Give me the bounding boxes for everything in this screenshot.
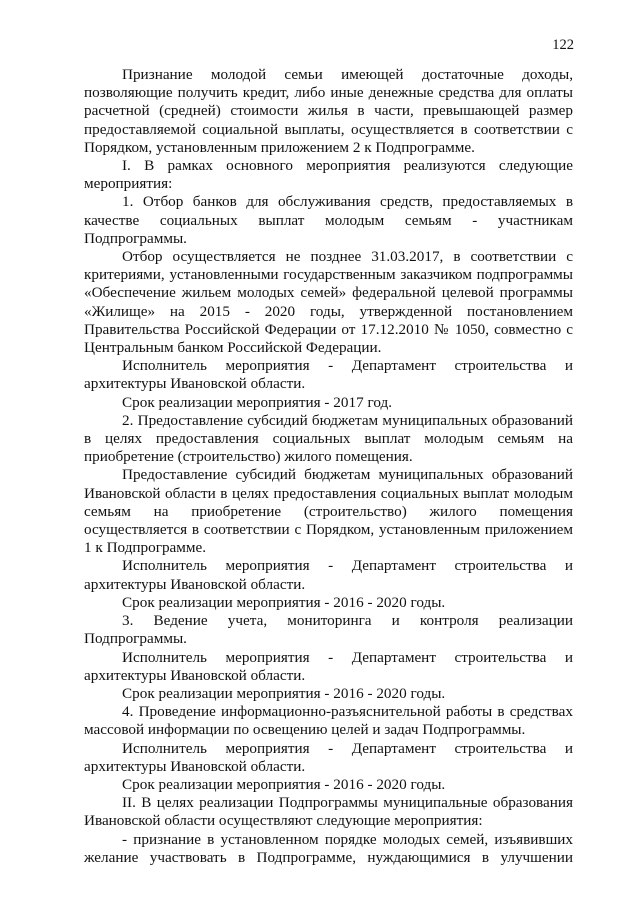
paragraph-7: 2. Предоставление субсидий бюджетам муниципальных образований в целях предоставления социальных выплат молодым семьям на приобретение (строительство) жилого помещения. bbox=[84, 411, 573, 466]
paragraph-10: Срок реализации мероприятия - 2016 - 2020 годы. bbox=[122, 593, 446, 611]
paragraph-18: - признание в установленном порядке молодых семей, изъявивших желание участвовать в Подпрограмме, нуждающимися в улучшении bbox=[84, 830, 573, 866]
paragraph-1: Признание молодой семьи имеющей достаточные доходы, позволяющие получить кредит, либо иные денежные средства для оплаты расчетной (средней) стоимости жилья в части, превышающей размер предоставляемой социальной выплаты, осуществляется в соответствии с Порядком, установленным приложением 2 к Подпрограмме. bbox=[84, 66, 573, 156]
paragraph-2: I. В рамках основного мероприятия реализуются следующие мероприятия: bbox=[84, 157, 573, 193]
paragraph-12: Исполнитель мероприятия - Департамент строительства и архитектуры Ивановской области. bbox=[84, 648, 573, 684]
paragraph-16: Срок реализации мероприятия - 2016 - 2020 годы. bbox=[122, 775, 446, 793]
paragraph-9: Исполнитель мероприятия - Департамент строительства и архитектуры Ивановской области. bbox=[84, 557, 573, 593]
paragraph-17: II. В целях реализации Подпрограммы муниципальные образования Ивановской области осуществляют следующие мероприятия: bbox=[84, 794, 573, 830]
paragraph-14: 4. Проведение информационно-разъяснительной работы в средствах массовой информации по освещению целей и задач Подпрограммы. bbox=[84, 703, 573, 739]
page-number: 122 bbox=[552, 37, 574, 53]
document-body bbox=[84, 66, 573, 867]
paragraph-8: Предоставление субсидий бюджетам муниципальных образований Ивановской области в целях предоставления социальных выплат молодым семьям на приобретение (строительство) жилого помещения осуществляется в соответствии с Порядком, установленным приложением 1 к Подпрограмме. bbox=[84, 466, 573, 557]
paragraph-3: 1. Отбор банков для обслуживания средств, предоставляемых в качестве социальных выплат молодым семьям - участникам Подпрограммы. bbox=[84, 193, 573, 247]
paragraph-6: Срок реализации мероприятия - 2017 год. bbox=[122, 393, 392, 411]
paragraph-4: Отбор осуществляется не позднее 31.03.2017, в соответствии с критериями, установленными государственным заказчиком подпрограммы «Обеспечение жильем молодых семей» федеральной целевой программы «Жилище» на 2015 - 2020 годы, утвержденной постановлением Правительства Российской Федерации от 17.12.2010 № 1050, совместно с Центральным банком Российской Федерации. bbox=[84, 248, 573, 357]
paragraph-13: Срок реализации мероприятия - 2016 - 2020 годы. bbox=[122, 684, 446, 702]
paragraph-15: Исполнитель мероприятия - Департамент строительства и архитектуры Ивановской области. bbox=[84, 739, 573, 775]
paragraph-5: Исполнитель мероприятия - Департамент строительства и архитектуры Ивановской области. bbox=[84, 357, 573, 393]
paragraph-11: 3. Ведение учета, мониторинга и контроля реализации Подпрограммы. bbox=[84, 612, 573, 648]
